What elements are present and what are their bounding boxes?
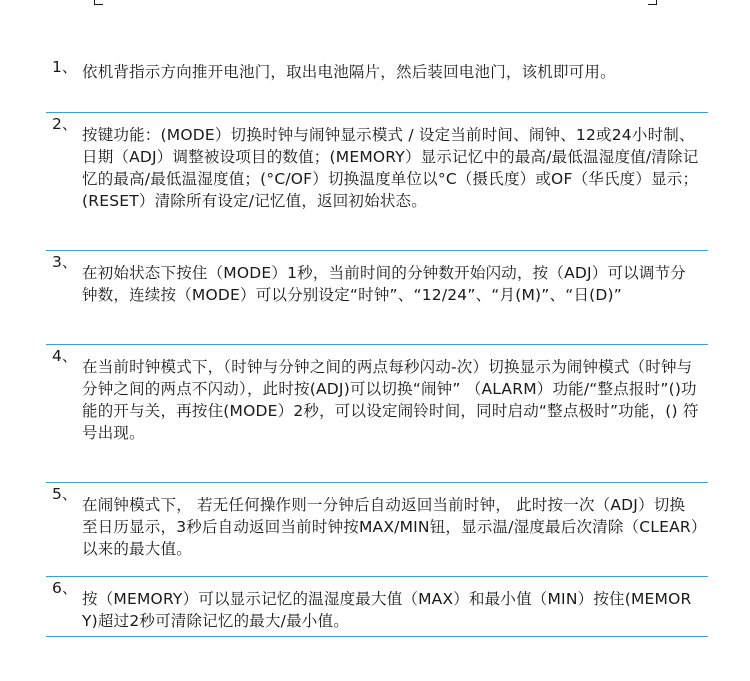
instruction-item-4 [46, 345, 708, 483]
instruction-item-3 [46, 251, 708, 345]
item-number: 4、 [52, 347, 78, 365]
instruction-item-2 [46, 113, 708, 251]
item-text: 在初始状态下按住（MODE）1秒，当前时间的分钟数开始闪动，按（ADJ）可以调节分钟数，连续按（MODE）可以分别设定“时钟”、“12/24”、“月(M)”、“日(D)” [82, 264, 686, 304]
top-frame-corner-left [94, 0, 103, 5]
instruction-item-5 [46, 483, 708, 577]
instruction-list [46, 56, 708, 637]
top-frame-corner-right [648, 0, 657, 5]
instruction-item-1 [46, 56, 708, 113]
item-number: 5、 [52, 485, 78, 503]
item-number: 6、 [52, 579, 78, 597]
item-text: 在当前时钟模式下，（时钟与分钟之间的两点每秒闪动-次）切换显示为闹钟模式（时钟与分钟之间的两点不闪动），此时按(ADJ)可以切换“闹钟” （ALARM）功能/“整点报时”()功能的开与关，再按住(MODE）2秒，可以设定闹铃时间，同时启动“整点极时”功能，() 符号出现。 [82, 358, 699, 442]
item-number: 1、 [52, 58, 78, 76]
item-text: 按键功能：(MODE）切换时钟与闹钟显示模式 / 设定当前时间、闹钟、12或24小时制、日期（ADJ）调整被设项目的数值；(MEMORY）显示记忆中的最高/最低温湿度值/清除记忆的最高/最低温湿度值；(°C/OF）切换温度单位以°C（摄氏度）或OF（华氏度）显示；(RESET）清除所有设定/记忆值，返回初始状态。 [82, 126, 699, 210]
item-text: 依机背指示方向推开电池门，取出电池隔片，然后装回电池门，该机即可用。 [82, 63, 616, 81]
item-text: 按（MEMORY）可以显示记忆的温湿度最大值（MAX）和最小值（MIN）按住(MEMORY)超过2秒可清除记忆的最大/最小值。 [82, 590, 692, 630]
item-number: 2、 [52, 115, 78, 133]
instruction-item-6 [46, 577, 708, 637]
item-text: 在闹钟模式下， 若无任何操作则一分钟后自动返回当前时钟， 此时按一次（ADJ）切换至日历显示，3秒后自动返回当前时钟按MAX/MIN钮，显示温/湿度最后次清除（CLEAR）以来的最大值。 [82, 496, 699, 558]
item-number: 3、 [52, 253, 78, 271]
